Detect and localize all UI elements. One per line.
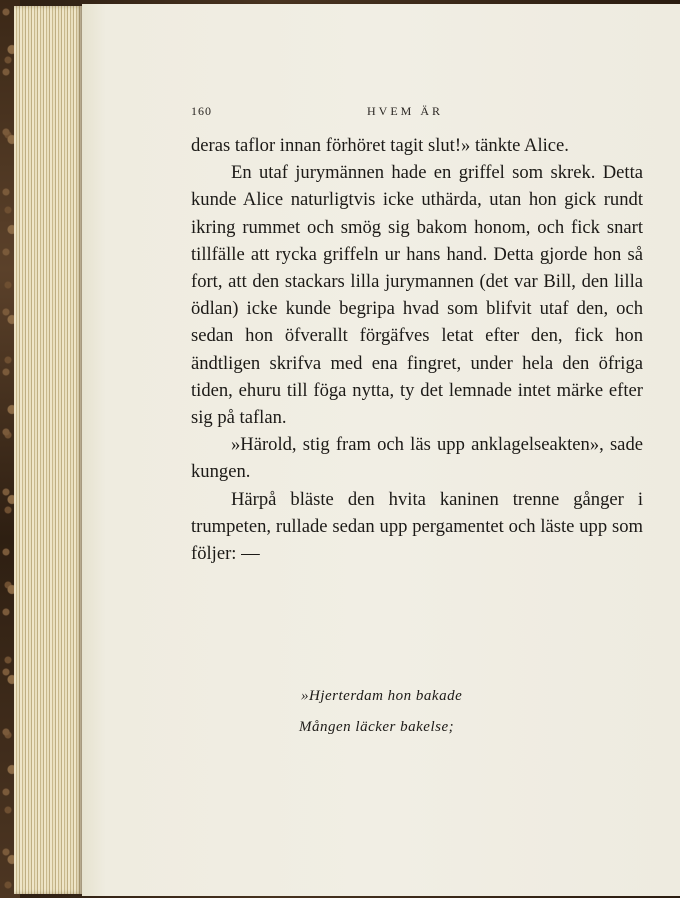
paragraph-3: »Härold, stig fram och läs upp anklagelseakten», sade kungen.	[191, 434, 643, 483]
paragraph-2: En utaf jurymännen hade en griffel som skrek. Detta kunde Alice naturligtvis icke uthärda, utan hon gick rundt ikring rummet och smög sig bakom honom, och fick snart tillfälle att rycka griffeln ur hans hand. Detta gjorde hon så fort, att den stackars lilla jurymannen (det var Bill, den lilla ödlan) icke kunde begripa hvad som blifvit utaf den, och sedan hon öfverallt förgäfves letat efter den, fick hon ändtligen skrifva med ena fingret, under hela den öfriga tiden, ehuru till föga nytta, ty det lemnade intet märke efter sig på taflan.	[191, 162, 643, 429]
paragraph-4: Härpå bläste den hvita kaninen trenne gånger i trumpeten, rullade sedan upp pergamentet och läste upp som följer: —	[191, 488, 643, 565]
poem-line-1: »Hjerterdam hon bakade	[301, 688, 463, 704]
page-edges	[14, 6, 84, 894]
page-number: 160	[191, 104, 212, 118]
body-text	[191, 132, 643, 567]
paragraph-1: deras taflor innan förhöret tagit slut!» tänkte Alice.	[191, 135, 569, 156]
running-header	[191, 104, 643, 124]
poem-line-2: Mången läcker bakelse;	[299, 719, 455, 735]
running-title: HVEM ÄR	[367, 104, 444, 118]
